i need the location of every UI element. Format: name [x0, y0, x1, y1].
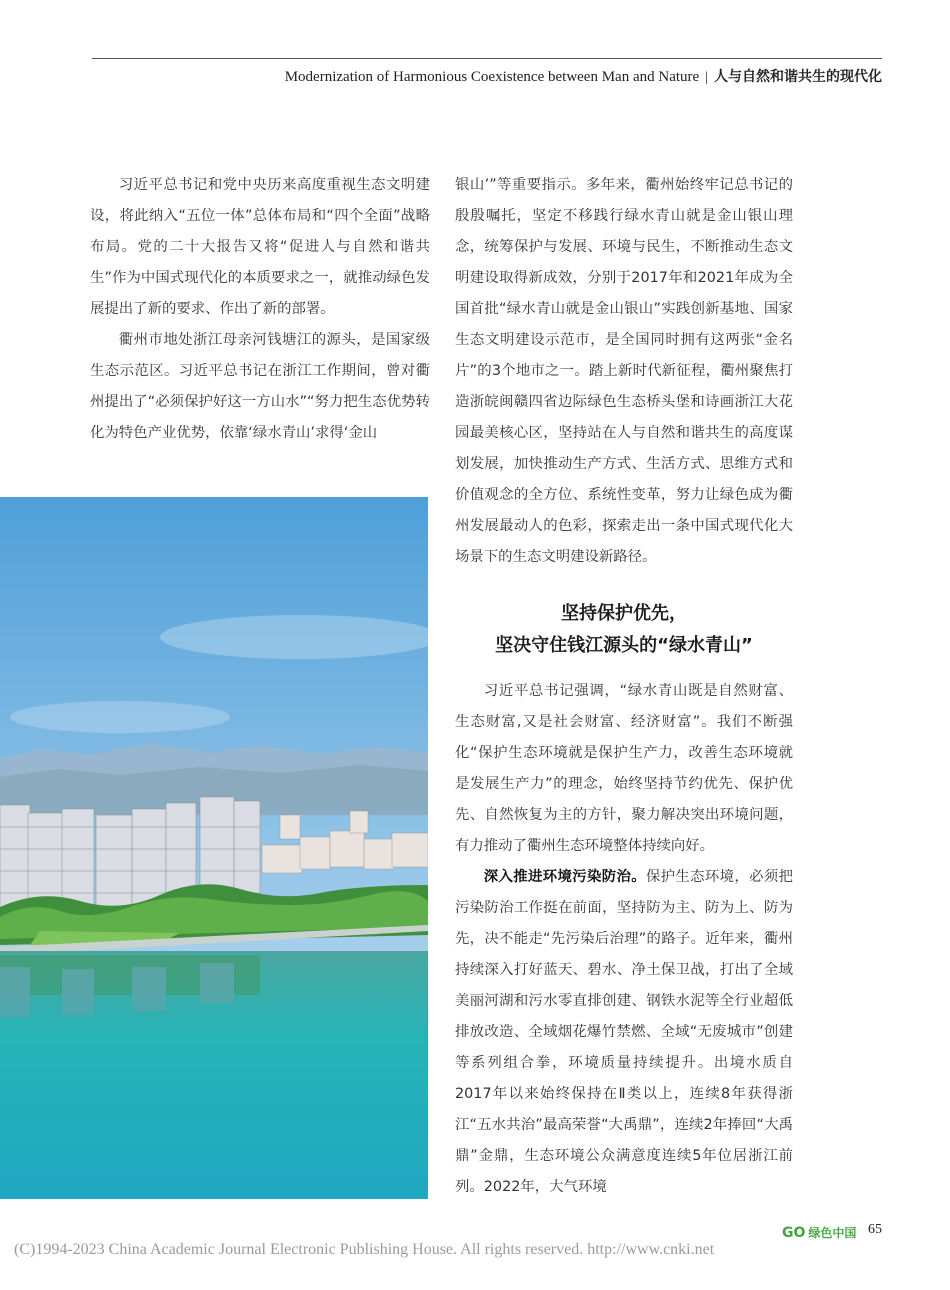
section-title-line-2: 坚决守住钱江源头的“绿水青山”: [495, 635, 753, 656]
copyright-notice: (C)1994-2023 China Academic Journal Electronic Publishing House. All rights reserved. http://www.cnki.net: [14, 1241, 715, 1258]
header-rule: [92, 58, 882, 59]
city-lake-photo: [0, 497, 428, 1199]
section-title: [455, 598, 793, 662]
running-header: [285, 66, 882, 86]
left-paragraph-1: 习近平总书记和党中央历来高度重视生态文明建设，将此纳入“五位一体”总体布局和“四个全面”战略布局。党的二十大报告又将“促进人与自然和谐共生”作为中国式现代化的本质要求之一，就推动绿色发展提出了新的要求、作出了新的部署。: [90, 177, 430, 317]
right-column-bottom: [455, 676, 793, 1203]
section-title-line-1: 坚持保护优先，: [561, 603, 687, 624]
header-english: Modernization of Harmonious Coexistence between Man and Nature: [284, 69, 700, 85]
magazine-logo: [782, 1224, 856, 1241]
city-lake-illustration: [0, 497, 428, 1199]
paragraph-body: 保护生态环境，必须把污染防治工作挺在前面，坚持防为主、防为上、防为先，决不能走“先污染后治理”的路子。近年来，衢州持续深入打好蓝天、碧水、净土保卫战，打出了全域美丽河湖和污水零直排创建、钢铁水泥等全行业超低排放改造、全域烟花爆竹禁燃、全域“无废城市”创建等系列组合拳，环境质量持续提升。出境水质自2017年以来始终保持在Ⅱ类以上，连续8年获得浙江“五水共治”最高荣誉“大禹鼎”，连续2年捧回“大禹鼎”金鼎，生态环境公众满意度连续5年位居浙江前列。2022年，大气环境: [455, 869, 793, 1195]
paragraph-lead-heading: 深入推进环境污染防治。: [483, 869, 646, 885]
header-separator: |: [705, 70, 708, 85]
left-column: [90, 170, 430, 449]
logo-mark: GO: [782, 1224, 806, 1241]
right-continuation-paragraph: 银山’”等重要指示。多年来，衢州始终牢记总书记的殷殷嘱托，坚定不移践行绿水青山就是金山银山理念，统筹保护与发展、环境与民生，不断推动生态文明建设取得新成效，分别于2017年和2021年成为全国首批“绿水青山就是金山银山”实践创新基地、国家生态文明建设示范市，是全国同时拥有这两张“金名片”的3个地市之一。踏上新时代新征程，衢州聚焦打造浙皖闽赣四省边际绿色生态桥头堡和诗画浙江大花园最美核心区，坚持站在人与自然和谐共生的高度谋划发展，加快推动生产方式、生活方式、思维方式和价值观念的全方位、系统性变革，努力让绿色成为衢州发展最动人的色彩，探索走出一条中国式现代化大场景下的生态文明建设新路径。: [455, 177, 793, 565]
right-paragraph-2: [455, 862, 793, 1203]
right-column-top: [455, 170, 793, 573]
header-chinese: 人与自然和谐共生的现代化: [714, 69, 882, 85]
page-number: 65: [868, 1222, 882, 1237]
right-paragraph-1: 习近平总书记强调，“绿水青山既是自然财富、生态财富,又是社会财富、经济财富”。我们不断强化“保护生态环境就是保护生产力，改善生态环境就是发展生产力”的理念，始终坚持节约优先、保护优先、自然恢复为主的方针，聚力解决突出环境问题，有力推动了衢州生态环境整体持续向好。: [455, 683, 793, 854]
logo-text: 绿色中国: [808, 1226, 857, 1240]
left-paragraph-2: 衢州市地处浙江母亲河钱塘江的源头，是国家级生态示范区。习近平总书记在浙江工作期间，曾对衢州提出了“必须保护好这一方山水”“努力把生态优势转化为特色产业优势，依靠‘绿水青山’求得‘金山: [90, 332, 430, 441]
